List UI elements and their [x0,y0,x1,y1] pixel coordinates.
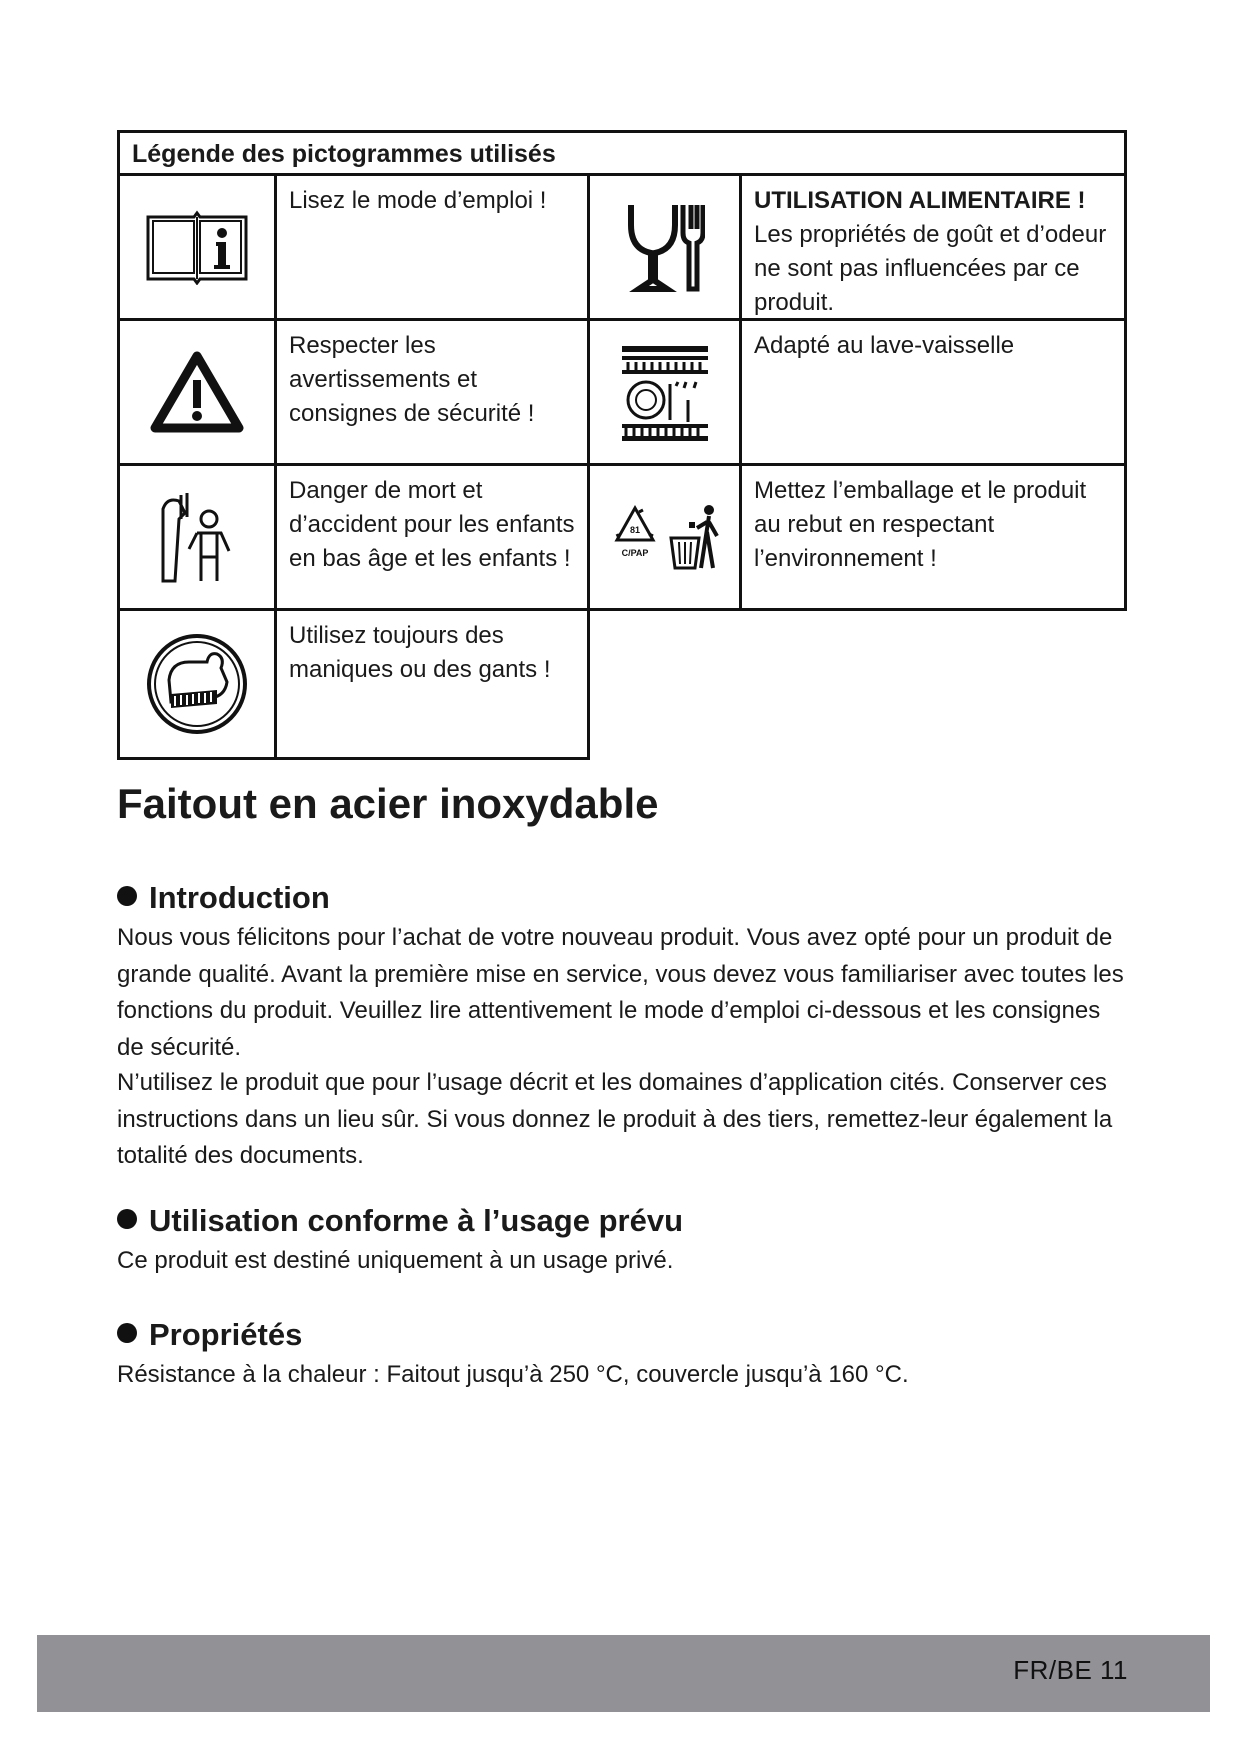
legend-text-cell [274,608,590,760]
recycle-code: C/PAP [621,548,648,558]
section-heading-introduction [117,880,330,916]
legend-text: Adapté au lave-vaisselle [754,332,1015,359]
legend-text-cell [739,463,1127,611]
bullet-icon [117,1323,137,1343]
legend-icon-cell [117,608,277,760]
legend-text-cell [739,318,1127,466]
paragraph: Résistance à la chaleur : Faitout jusqu’à 250 °C, couvercle jusqu’à 160 °C. [117,1361,909,1388]
section-heading-text: Propriétés [149,1317,303,1352]
paragraph: Nous vous félicitons pour l’achat de votre nouveau produit. Vous avez opté pour un produit de grande qualité. Avant la première mise en service, vous devez vous familiariser avec toutes les fonctions du produit. Veuillez lire attentivement le mode d’emploi ci-dessous et les consignes de sécurité. [117,924,1124,1061]
bullet-icon [117,1209,137,1229]
legend-text-cell [274,173,590,321]
oven-glove-icon [120,611,274,757]
legend-icon-cell [587,173,742,321]
food-use-heading: UTILISATION ALIMENTAIRE ! [754,187,1086,214]
recycling-bin-icon [590,466,739,608]
legend-text: Mettez l’emballage et le produit au rebut en respectant l’environnement ! [754,477,1087,572]
legend-icon-cell [117,463,277,611]
warning-triangle-icon [120,321,274,463]
section-heading-properties [117,1317,302,1353]
page-title: Faitout en acier inoxydable [117,780,659,827]
page-footer [37,1635,1210,1712]
legend-icon-cell [587,463,742,611]
legend-text-cell [274,318,590,466]
legend-icon-cell [117,173,277,321]
section-heading-text: Utilisation conforme à l’usage prévu [149,1203,684,1238]
paragraph: N’utilisez le produit que pour l’usage décrit et les domaines d’application cités. Conserver ces instructions dans un lieu sûr. Si vous donnez le produit à des tiers, remettez-leur également la totalité des documents. [117,1069,1113,1169]
page-number: FR/BE 11 [1013,1655,1128,1685]
legend-text-cell [739,173,1127,321]
legend-title-bar [117,130,1127,176]
legend-text: Danger de mort et d’accident pour les enfants en bas âge et les enfants ! [289,477,575,572]
bullet-icon [117,886,137,906]
legend-icon-cell [587,318,742,466]
legend-title: Légende des pictogrammes utilisés [132,140,556,168]
legend-icon-cell [117,318,277,466]
legend-text: Les propriétés de goût et d’odeur ne sont pas influencées par ce produit. [754,221,1107,316]
legend-text-cell [274,463,590,611]
legend-text: Utilisez toujours des maniques ou des gants ! [289,622,551,683]
child-danger-icon [120,466,274,608]
legend-text: Respecter les avertissements et consignes de sécurité ! [289,332,535,427]
section-heading-intended-use [117,1203,683,1239]
recycle-number: 81 [629,525,640,535]
legend-text-block [754,184,1116,320]
legend-text: Lisez le mode d’emploi ! [289,187,547,214]
section-heading-text: Introduction [149,880,330,915]
glass-fork-icon [590,176,739,318]
info-book-icon [120,176,274,318]
dishwasher-icon [590,321,739,463]
paragraph: Ce produit est destiné uniquement à un usage privé. [117,1247,674,1274]
